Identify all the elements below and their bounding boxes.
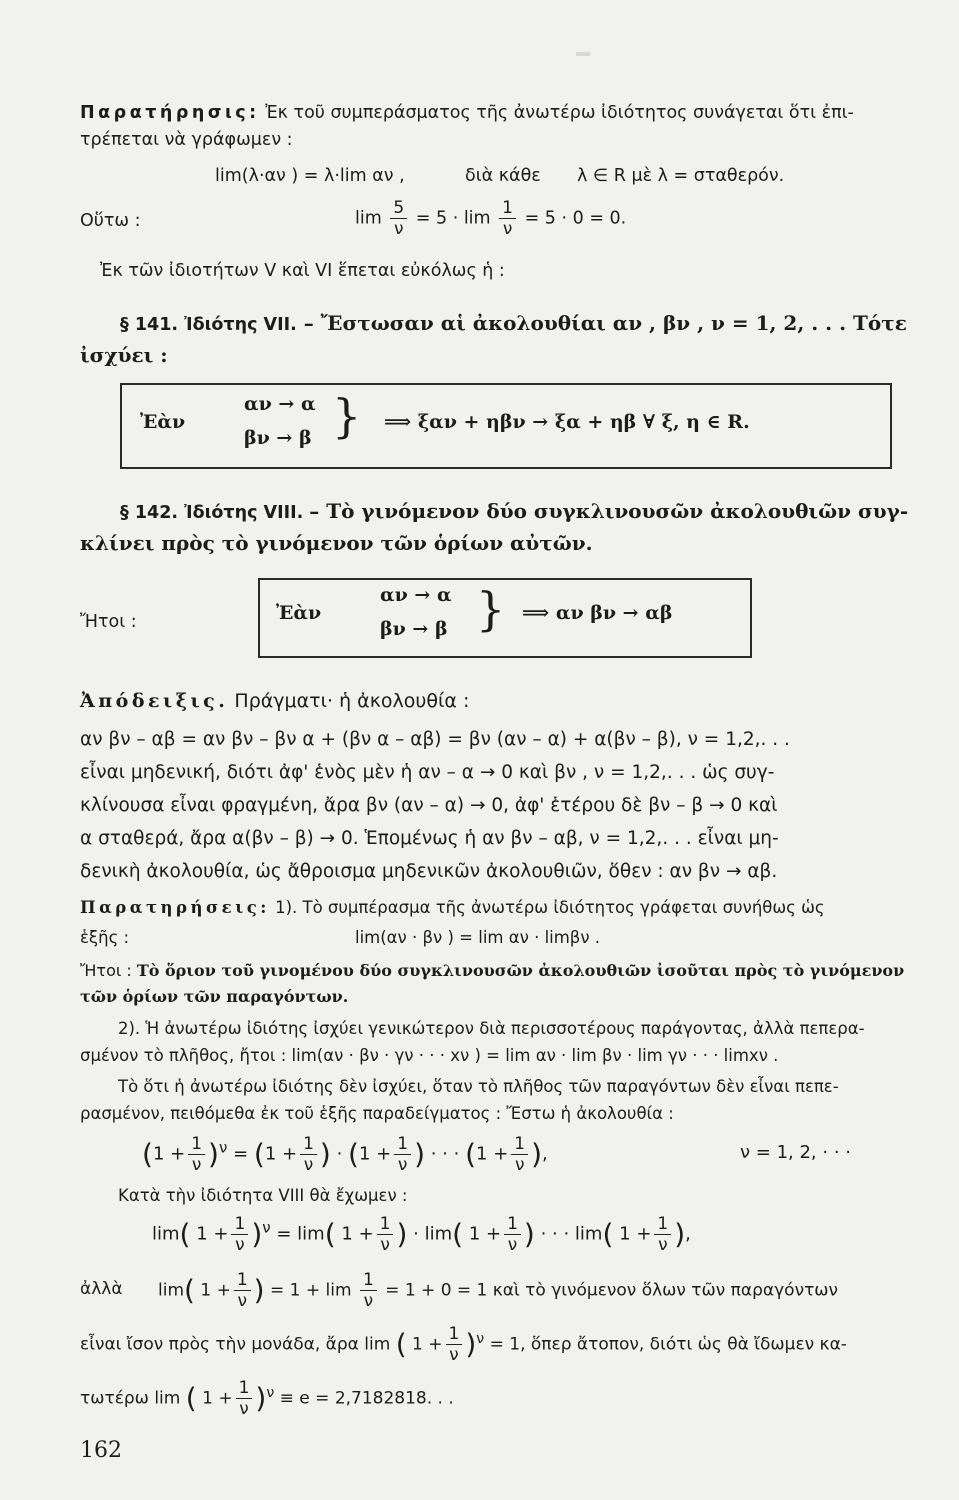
remarks-line-1: Παρατηρήσεις: 1). Τὸ συμπέρασμα τῆς ἀνωτέρω ἰδιότητος γράφεται συνήθως ὡς [80,898,825,917]
hitoi-label: Ἤτοι : [80,612,137,632]
equation-alla: ἀλλὰ lim( 1 + $\frac{1}{\nu}$ ) = 1 + lim $\frac{1}{\nu}$ = 1 + 0 = 1 καὶ τὸ γινόμενον ὅλων τῶν παραγόντων [80,1270,839,1311]
equation-limit-product: lim( 1 + $\frac{1}{\nu}$ )$^\nu$ = lim( 1 + $\frac{1}{\nu}$ ) · lim( 1 + $\frac{1}{\nu}$ ) · · · lim( 1 + $\frac{1}{\nu}$ ), [152,1214,691,1255]
proof-line-4: κλίνουσα εἶναι φραγμένη, ἄρα βν (αν – α) → 0, ἀφ' ἑτέρου δὲ βν – β → 0 καὶ [80,795,778,816]
page-mark [576,52,590,56]
remark-lead: Παρατήρησις: [80,103,260,123]
right-brace: } [332,389,362,443]
right-brace: } [476,582,506,636]
remarks-line-2: ἑξῆς : lim(αν · βν ) = lim αν · limβν . [80,928,601,947]
remarks-line-3: Ἤτοι : Τὸ ὅριον τοῦ γινομένου δύο συγκλινουσῶν ἀκολουθιῶν ἰσοῦται πρὸς τὸ γινόμενον [80,961,905,980]
proof-line-3: εἶναι μηδενική, διότι ἀφ' ἑνὸς μὲν ἡ αν – α → 0 καὶ βν , ν = 1,2,. . . ὡς συγ- [80,762,775,783]
proof-line-6: δενικὴ ἀκολουθία, ὡς ἄθροισμα μηδενικῶν ἀκολουθιῶν, ὅθεν : αν βν → αβ. [80,861,778,882]
page-number: 162 [80,1438,122,1463]
remark-line-4: Οὕτω : lim $\frac{5}{\nu}$ = 5 · lim $\frac{1}{\nu}$ = 5 · 0 = 0. [80,198,627,239]
book-page: Παρατήρησις: Ἐκ τοῦ συμπεράσματος τῆς ἀνωτέρω ἰδιότητος συνάγεται ὅτι ἐπι- τρέπεται νὰ γράφωμεν : lim(λ·αν ) = λ·lim αν , διὰ κάθε λ ∈ R μὲ λ = σταθερόν. Οὕτω : lim $\frac{5}{\nu}$ = 5 · lim $\frac{1}{\nu}$ = 5 · 0 = 0. Ἐκ τῶν ἰδιοτήτων V καὶ VI ἕπεται εὐκόλως ἡ : § 141. Ἰδιότης VII. – Ἔστωσαν αἱ ἀκολουθίαι αν , βν , ν = 1, 2, . . . Τότε ἰσχύει : Ἐὰν αν → α βν → β } ⟹ ξαν + ηβν → ξα + ηβ ∀ ξ, η ∈ R. § 142. Ἰδιότης VIII. – Τὸ γινόμενον δύο συγκλινουσῶν ἀκολουθιῶν συγ- κλίνει πρὸς τὸ γινόμενον τῶν ὁρίων αὐτῶν. Ἤτοι : Ἐὰν αν → α βν → β } ⟹ αν βν → αβ Ἀπόδειξις. Πράγματι· ἡ ἀκολουθία : αν βν – αβ = αν βν – βν α + (βν α – αβ) = βν (αν – α) + α(βν – β), ν = 1,2,. . . εἶναι μηδενική, διότι ἀφ' ἑνὸς μὲν ἡ αν – α → 0 καὶ βν , ν = 1,2,. . . ὡς συγ- κλίνουσα εἶναι φραγμένη, ἄρα βν (αν – α) → 0, ἀφ' ἑτέρου δὲ βν – β → 0 καὶ α σταθερά, ἄρα α(βν – β) → 0. Ἑπομένως ἡ αν βν – αβ, ν = 1,2,. . . εἶναι μη- δενικὴ ἀκολουθία, ὡς ἄθροισμα μηδενικῶν ἀκολουθιῶν, ὅθεν : αν βν → αβ. Παρατηρήσεις: 1). Τὸ συμπέρασμα τῆς ἀνωτέρω ἰδιότητος γράφεται συνήθως ὡς ἑξῆς : lim(αν · βν ) = lim αν · limβν . Ἤτοι : Τὸ ὅριον τοῦ γινομένου δύο συγκλινουσῶν ἀκολουθιῶν ἰσοῦται πρὸς τὸ γινόμενον τῶν ὁρίων τῶν παραγόντων. 2). Ἡ ἀνωτέρω ἰδιότης ἰσχύει γενικώτερον διὰ περισσοτέρους παράγοντας, ἀλλὰ πεπερα- σμένον τὸ πλῆθος, ἤτοι : lim(αν · βν · γν · · · xν ) = lim αν · lim βν · lim γν · · · limxν . Τὸ ὅτι ἡ ἀνωτέρω ἰδιότης δὲν ἰσχύει, ὅταν τὸ πλῆθος τῶν παραγόντων δὲν εἶναι πεπε- ρασμένον, πειθόμεθα ἐκ τοῦ ἑξῆς παραδείγματος : Ἔστω ἡ ἀκολουθία : (1 + $\frac{1}{\nu}$ )$^\nu$ = (1 + $\frac{1}{\nu}$ ) · (1 + $\frac{1}{\nu}$ ) · · · (1 + $\frac{1}{\nu}$ ), ν = 1, 2, · · · Κατὰ τὴν ἰδιότητα VIII θὰ ἔχωμεν : lim( 1 + $\frac{1}{\nu}$ )$^\nu$ = lim( 1 + $\frac{1}{\nu}$ ) · lim( 1 + $\frac{1}{\nu}$ ) · · · lim( 1 + $\frac{1}{\nu}$ ), ἀλλὰ lim( 1 + $\frac{1}{\nu}$ ) = 1 + lim $\frac{1}{\nu}$ = 1 + 0 = 1 καὶ τὸ γινόμενον ὅλων τῶν παραγόντων εἶναι ἴσον πρὸς τὴν μονάδα, ἄρα lim ( 1 + $\frac{1}{\nu}$ )$^\nu$ = 1, ὅπερ ἄτοπον, διότι ὡς θὰ ἴδωμεν κα- τωτέρω lim ( 1 + $\frac{1}{\nu}$ )$^\nu$ ≡ e = 2,7182818. . . 162 [0,0,959,1500]
section-142-title: § 142. Ἰδιότης VIII. – Τὸ γινόμενον δύο συγκλινουσῶν ἀκολουθιῶν συγ- [120,499,909,523]
limit-example: lim $\frac{5}{\nu}$ = 5 · lim $\frac{1}{\nu}$ = 5 · 0 = 0. [355,198,627,239]
remark-line-1: Παρατήρησις: Ἐκ τοῦ συμπεράσματος τῆς ἀνωτέρω ἰδιότητος συνάγεται ὅτι ἐπι- [80,103,854,123]
property-vii-box: Ἐὰν αν → α βν → β } ⟹ ξαν + ηβν → ξα + ηβ ∀ ξ, η ∈ R. [120,383,892,469]
remark-2-line-2: σμένον τὸ πλῆθος, ἤτοι : lim(αν · βν · γν · · · xν ) = lim αν · lim βν · lim γν · · · limxν . [80,1046,779,1065]
proof-line-1: Ἀπόδειξις. Πράγματι· ἡ ἀκολουθία : [80,690,470,712]
kata-line: Κατὰ τὴν ἰδιότητα VIII θὰ ἔχωμεν : [118,1186,408,1205]
remark-2-line-3: Τὸ ὅτι ἡ ἀνωτέρω ἰδιότης δὲν ἰσχύει, ὅταν τὸ πλῆθος τῶν παραγόντων δὲν εἶναι πεπε- [118,1077,839,1096]
equation-product-expansion: (1 + $\frac{1}{\nu}$ )$^\nu$ = (1 + $\frac{1}{\nu}$ ) · (1 + $\frac{1}{\nu}$ ) · · · (1 + $\frac{1}{\nu}$ ), ν = 1, 2, · · · [142,1134,851,1175]
section-142-line-2: κλίνει πρὸς τὸ γινόμενον τῶν ὁρίων αὐτῶν. [80,531,593,555]
proof-line-2: αν βν – αβ = αν βν – βν α + (βν α – αβ) = βν (αν – α) + α(βν – β), ν = 1,2,. . . [80,729,790,750]
equation-katwtero: τωτέρω lim ( 1 + $\frac{1}{\nu}$ )$^\nu$ ≡ e = 2,7182818. . . [80,1378,454,1419]
proof-line-5: α σταθερά, ἄρα α(βν – β) → 0. Ἑπομένως ἡ αν βν – αβ, ν = 1,2,. . . εἶναι μη- [80,828,779,849]
property-viii-box: Ἐὰν αν → α βν → β } ⟹ αν βν → αβ [258,578,752,658]
section-141-title: § 141. Ἰδιότης VII. – Ἔστωσαν αἱ ἀκολουθίαι αν , βν , ν = 1, 2, . . . Τότε [120,311,907,335]
section-141-line-2: ἰσχύει : [80,343,168,367]
remarks-line-4: τῶν ὁρίων τῶν παραγόντων. [80,987,349,1006]
remark-2-line-1: 2). Ἡ ἀνωτέρω ἰδιότης ἰσχύει γενικώτερον διὰ περισσοτέρους παράγοντας, ἀλλὰ πεπερα- [118,1019,865,1038]
remark-line-5: Ἐκ τῶν ἰδιοτήτων V καὶ VI ἕπεται εὐκόλως ἡ : [100,261,505,281]
remark-2-line-4: ρασμένον, πειθόμεθα ἐκ τοῦ ἑξῆς παραδείγματος : Ἔστω ἡ ἀκολουθία : [80,1104,674,1123]
equation-einai: εἶναι ἴσον πρὸς τὴν μονάδα, ἄρα lim ( 1 + $\frac{1}{\nu}$ )$^\nu$ = 1, ὅπερ ἄτοπον, διότι ὡς θὰ ἴδωμεν κα- [80,1324,847,1365]
remark-line-2: τρέπεται νὰ γράφωμεν : [80,130,293,150]
